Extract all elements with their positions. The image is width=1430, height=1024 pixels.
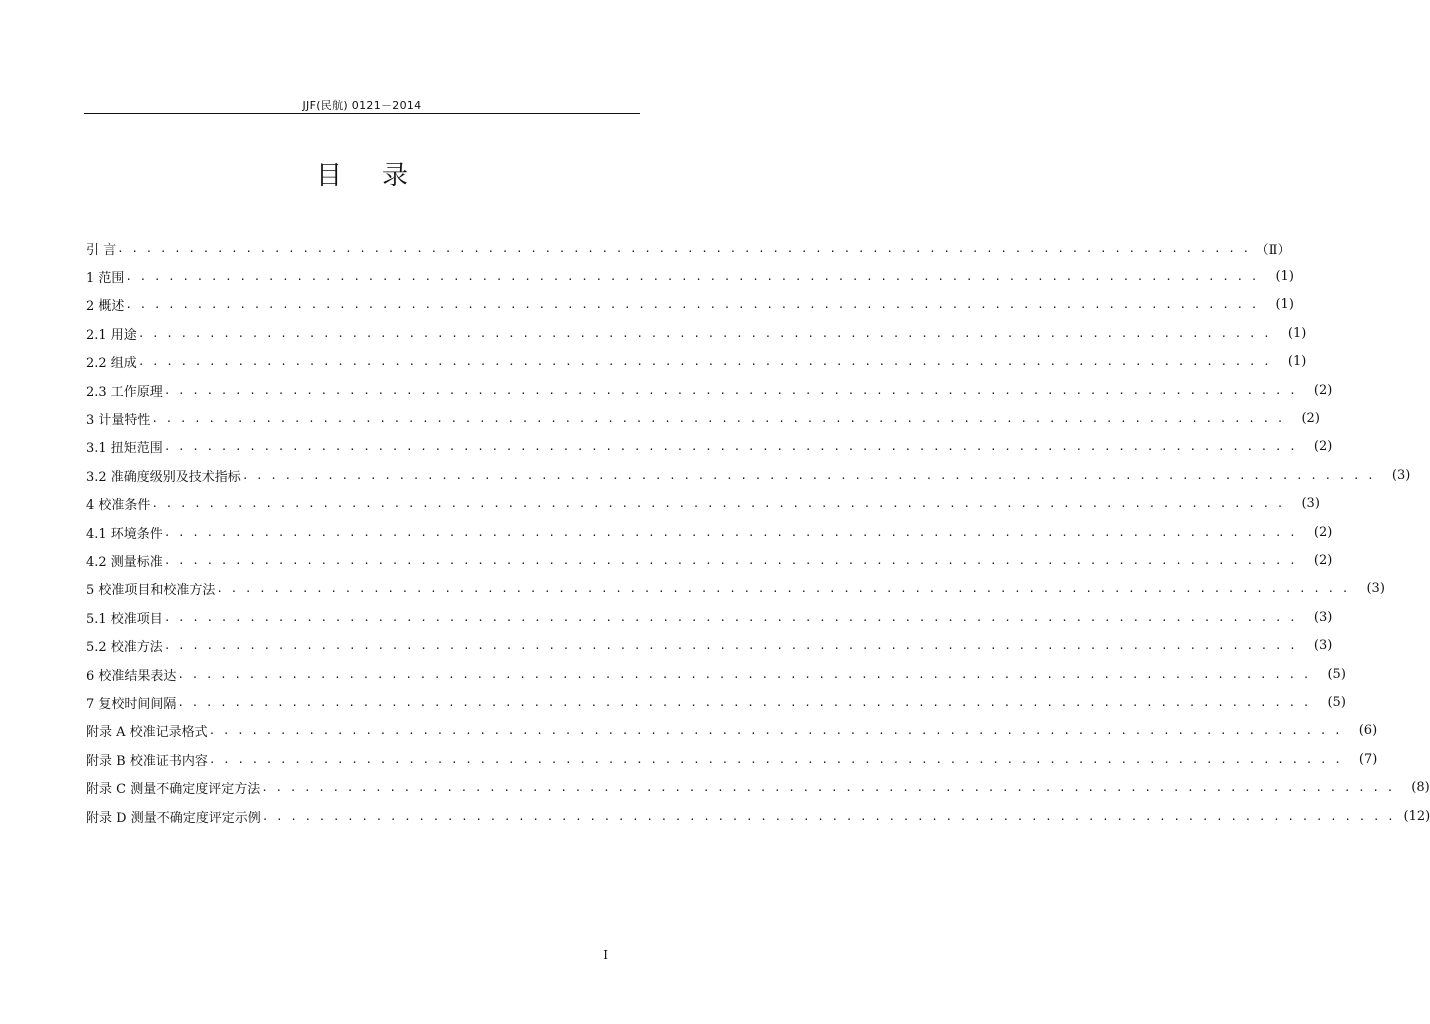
toc-entry-page: (1) xyxy=(1275,269,1294,285)
table-of-contents xyxy=(86,234,1430,830)
toc-dot-leader: . . . . . . . . . . . . . . . . . . . . . . . . . . . . . . . . . . . . . . . . . . . . . . . . . . . . . . . . . . . . . . . . . . . . . . . . . . . . . . . . xyxy=(151,412,1284,426)
toc-dot-leader: . . . . . . . . . . . . . . . . . . . . . . . . . . . . . . . . . . . . . . . . . . . . . . . . . . . . . . . . . . . . . . . . . . . . . . . . . . . . . . . . xyxy=(163,553,1297,567)
toc-entry[interactable] xyxy=(86,688,1346,716)
toc-entry-label: 5.2 校准方法 xyxy=(86,640,163,656)
toc-dot-leader: . . . . . . . . . . . . . . . . . . . . . . . . . . . . . . . . . . . . . . . . . . . . . . . . . . . . . . . . . . . . . . . . . . . . . . . . . . . . . . . . xyxy=(177,667,1310,681)
toc-entry-page: (3) xyxy=(1366,581,1385,597)
toc-entry[interactable] xyxy=(86,745,1378,773)
toc-dot-leader: . . . . . . . . . . . . . . . . . . . . . . . . . . . . . . . . . . . . . . . . . . . . . . . . . . . . . . . . . . . . . . . . . . . . . . . . . . . . . . . . xyxy=(125,270,1258,284)
toc-entry-label: 2 概述 xyxy=(86,299,125,315)
toc-entry[interactable] xyxy=(86,518,1333,546)
toc-entry-label: 1 范围 xyxy=(86,271,125,287)
toc-entry[interactable] xyxy=(86,319,1307,347)
toc-entry[interactable] xyxy=(86,773,1430,801)
toc-entry[interactable] xyxy=(86,262,1294,290)
page-title: 目录 xyxy=(315,161,448,191)
toc-entry-page: (1) xyxy=(1287,325,1307,341)
toc-dot-leader: . . . . . . . . . . . . . . . . . . . . . . . . . . . . . . . . . . . . . . . . . . . . . . . . . . . . . . . . . . . . . . . . . . . . . . . . . . . . . . . . xyxy=(163,610,1297,624)
toc-entry-label: 4.2 测量标准 xyxy=(86,554,163,570)
toc-dot-leader: . . . . . . . . . . . . . . . . . . . . . . . . . . . . . . . . . . . . . . . . . . . . . . . . . . . . . . . . . . . . . . . . . . . . . . . . . . . . . . . . xyxy=(137,355,1271,369)
toc-entry[interactable] xyxy=(86,291,1294,319)
toc-entry-label: 7 复校时间间隔 xyxy=(86,696,177,712)
toc-entry-page: (3) xyxy=(1301,496,1320,512)
toc-entry-label: 4 校准条件 xyxy=(86,498,151,514)
toc-entry[interactable] xyxy=(86,461,1411,489)
toc-entry-page: (3) xyxy=(1313,609,1333,625)
toc-entry-page: (1) xyxy=(1275,297,1294,313)
toc-entry-label: 附录 B 校准证书内容 xyxy=(86,753,208,769)
toc-dot-leader: . . . . . . . . . . . . . . . . . . . . . . . . . . . . . . . . . . . . . . . . . . . . . . . . . . . . . . . . . . . . . . . . . . . . . . . . . . . . . . . . xyxy=(151,497,1284,511)
toc-entry-page: (1) xyxy=(1287,354,1307,370)
toc-entry-page: (2) xyxy=(1313,552,1333,568)
toc-entry[interactable] xyxy=(86,802,1430,830)
toc-entry-page: (12) xyxy=(1403,808,1430,824)
toc-dot-leader: . . . . . . . . . . . . . . . . . . . . . . . . . . . . . . . . . . . . . . . . . . . . . . . . . . . . . . . . . . . . . . . . . . . . . . . . . . . . . . . . xyxy=(163,440,1297,454)
toc-entry-page: (3) xyxy=(1391,467,1411,483)
toc-dot-leader: . . . . . . . . . . . . . . . . . . . . . . . . . . . . . . . . . . . . . . . . . . . . . . . . . . . . . . . . . . . . . . . . . . . . . . . . . . . . . . . . xyxy=(163,525,1297,539)
toc-entry[interactable] xyxy=(86,348,1307,376)
toc-entry-label: 3.2 准确度级别及技术指标 xyxy=(86,469,241,485)
toc-dot-leader: . . . . . . . . . . . . . . . . . . . . . . . . . . . . . . . . . . . . . . . . . . . . . . . . . . . . . . . . . . . . . . . . . . . . . . . . . . . . . . . . xyxy=(241,468,1375,482)
toc-dot-leader: . . . . . . . . . . . . . . . . . . . . . . . . . . . . . . . . . . . . . . . . . . . . . . . . . . . . . . . . . . . . . . . . . . . . . . . . . . . . . . . . xyxy=(208,724,1342,738)
toc-dot-leader: . . . . . . . . . . . . . . . . . . . . . . . . . . . . . . . . . . . . . . . . . . . . . . . . . . . . . . . . . . . . . . . . . . . . . . . . . . . . . . . . xyxy=(137,326,1271,340)
toc-entry-page: (2) xyxy=(1301,411,1320,427)
toc-entry-page: (7) xyxy=(1358,751,1378,767)
toc-entry-label: 附录 A 校准记录格式 xyxy=(86,725,208,741)
toc-entry-page: (2) xyxy=(1313,439,1333,455)
toc-entry[interactable] xyxy=(86,660,1346,688)
toc-entry-label: 3.1 扭矩范围 xyxy=(86,441,163,457)
toc-entry-page: (2) xyxy=(1313,524,1333,540)
toc-entry-label: 2.2 组成 xyxy=(86,356,137,372)
toc-entry-label: 2.3 工作原理 xyxy=(86,384,163,400)
toc-entry-label: 附录 D 测量不确定度评定示例 xyxy=(86,810,261,826)
toc-entry-page: (5) xyxy=(1327,694,1346,710)
toc-dot-leader: . . . . . . . . . . . . . . . . . . . . . . . . . . . . . . . . . . . . . . . . . . . . . . . . . . . . . . . . . . . . . . . . . . . . . . . . . . . . . . . . xyxy=(117,241,1250,255)
toc-dot-leader: . . . . . . . . . . . . . . . . . . . . . . . . . . . . . . . . . . . . . . . . . . . . . . . . . . . . . . . . . . . . . . . . . . . . . . . . . . . . . . . . xyxy=(261,809,1395,823)
toc-dot-leader: . . . . . . . . . . . . . . . . . . . . . . . . . . . . . . . . . . . . . . . . . . . . . . . . . . . . . . . . . . . . . . . . . . . . . . . . . . . . . . . . xyxy=(163,639,1297,653)
toc-dot-leader: . . . . . . . . . . . . . . . . . . . . . . . . . . . . . . . . . . . . . . . . . . . . . . . . . . . . . . . . . . . . . . . . . . . . . . . . . . . . . . . . xyxy=(163,383,1297,397)
toc-dot-leader: . . . . . . . . . . . . . . . . . . . . . . . . . . . . . . . . . . . . . . . . . . . . . . . . . . . . . . . . . . . . . . . . . . . . . . . . . . . . . . . . xyxy=(216,582,1349,596)
toc-entry[interactable] xyxy=(86,603,1333,631)
header-rule xyxy=(84,113,640,114)
toc-entry[interactable] xyxy=(86,546,1333,574)
toc-entry-page: (2) xyxy=(1313,382,1333,398)
page-number: I xyxy=(603,948,608,962)
toc-entry-page: (8) xyxy=(1411,780,1430,796)
toc-entry-page: (5) xyxy=(1327,666,1346,682)
toc-dot-leader: . . . . . . . . . . . . . . . . . . . . . . . . . . . . . . . . . . . . . . . . . . . . . . . . . . . . . . . . . . . . . . . . . . . . . . . . . . . . . . . . xyxy=(125,298,1258,312)
toc-entry[interactable] xyxy=(86,490,1320,518)
toc-entry-page: (3) xyxy=(1313,638,1333,654)
toc-entry[interactable] xyxy=(86,717,1378,745)
toc-entry[interactable] xyxy=(86,234,1291,262)
toc-entry-label: 引 言 xyxy=(86,242,117,258)
toc-entry-label: 3 计量特性 xyxy=(86,413,151,429)
toc-dot-leader: . . . . . . . . . . . . . . . . . . . . . . . . . . . . . . . . . . . . . . . . . . . . . . . . . . . . . . . . . . . . . . . . . . . . . . . . . . . . . . . . xyxy=(208,752,1342,766)
toc-entry-label: 6 校准结果表达 xyxy=(86,668,177,684)
toc-dot-leader: . . . . . . . . . . . . . . . . . . . . . . . . . . . . . . . . . . . . . . . . . . . . . . . . . . . . . . . . . . . . . . . . . . . . . . . . . . . . . . . . xyxy=(177,695,1310,709)
toc-entry[interactable] xyxy=(86,404,1320,432)
document-code-header: JJF(民航) 0121－2014 xyxy=(302,99,422,112)
toc-entry-page: （Ⅱ） xyxy=(1255,242,1291,258)
toc-entry-label: 附录 C 测量不确定度评定方法 xyxy=(86,782,261,798)
toc-dot-leader: . . . . . . . . . . . . . . . . . . . . . . . . . . . . . . . . . . . . . . . . . . . . . . . . . . . . . . . . . . . . . . . . . . . . . . . . . . . . . . . . xyxy=(261,781,1394,795)
toc-entry[interactable] xyxy=(86,575,1385,603)
toc-entry[interactable] xyxy=(86,631,1333,659)
toc-entry-page: (6) xyxy=(1358,723,1378,739)
toc-entry-label: 4.1 环境条件 xyxy=(86,526,163,542)
toc-entry[interactable] xyxy=(86,376,1333,404)
toc-entry-label: 5.1 校准项目 xyxy=(86,611,163,627)
toc-entry[interactable] xyxy=(86,433,1333,461)
toc-entry-label: 5 校准项目和校准方法 xyxy=(86,583,216,599)
toc-entry-label: 2.1 用途 xyxy=(86,327,137,343)
